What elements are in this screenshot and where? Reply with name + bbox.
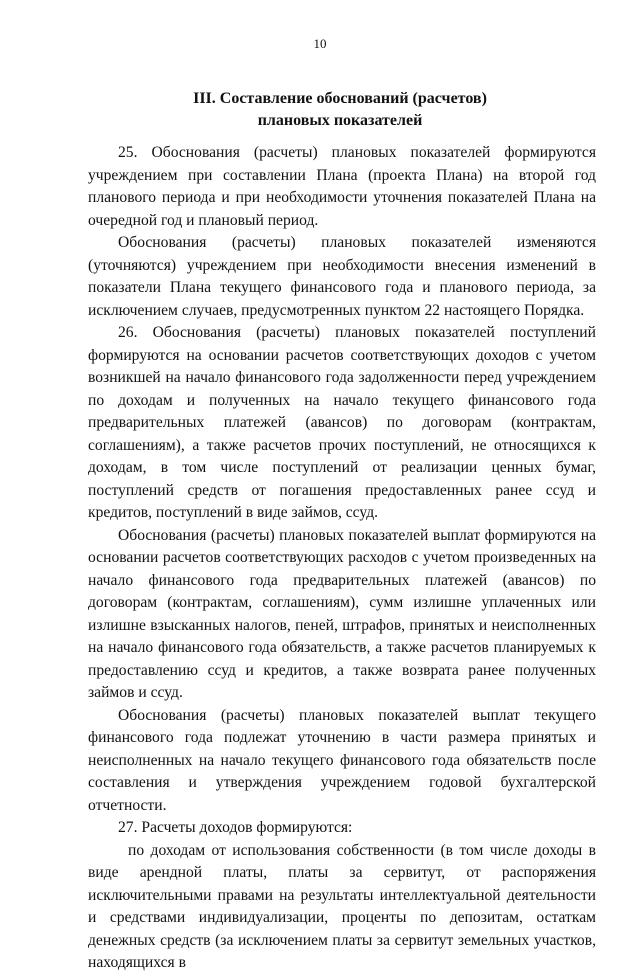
paragraph-25-continued: Обоснования (расчеты) плановых показателей изменяются (уточняются) учреждением при необходимости внесения изменений в показатели Плана текущего финансового года и планового периода, за исключением случаев, предусмотренных пунктом 22 настоящего Порядка. <box>88 234 596 319</box>
paragraph-27-property-income: по доходам от использования собственности (в том числе доходы в виде арендной платы, платы за сервитут, от распоряжения исключительными правами на результаты интеллектуальной деятельности и средствами индивидуализации, проценты по депозитам, остаткам денежных средств (за исключением платы за сервитут земельных участков, находящихся в <box>88 841 596 971</box>
section-heading-line-1: III. Составление обоснований (расчетов) <box>193 90 487 107</box>
page-number: 10 <box>313 36 327 51</box>
section-heading-line-2: плановых показателей <box>257 112 423 129</box>
paragraph-25: 25. Обоснования (расчеты) плановых показателей формируются учреждением при составлении Плана (проекта Плана) на второй год планового периода и при необходимости уточнения показателей Плана на очередной год и плановый период. <box>88 144 596 229</box>
document-body <box>88 142 596 975</box>
paragraph-26-payments: Обоснования (расчеты) плановых показателей выплат формируются на основании расчетов соответствующих расходов с учетом произведенных на начало финансового года предварительных платежей (авансов) по договорам (контрактам, соглашениям), сумм излишне уплаченных или излишне взысканных налогов, пеней, штрафов, принятых и неисполненных на начало финансового года обязательств, а также расчетов планируемых к предоставлению ссуд и кредитов, а также возврата ранее полученных займов и ссуд. <box>88 526 596 701</box>
paragraph-27: 27. Расчеты доходов формируются: <box>118 819 353 836</box>
paragraph-26: 26. Обоснования (расчеты) плановых показателей поступлений формируются на основании расчетов соответствующих доходов с учетом возникшей на начало финансового года задолженности перед учреждением по доходам и полученных на начало текущего финансового года предварительных платежей (авансов) по договорам (контрактам, соглашениям), а также расчетов прочих поступлений, не относящихся к доходам, в том числе поступлений от реализации ценных бумаг, поступлений средств от погашения предоставленных ранее ссуд и кредитов, поступлений в виде займов, ссуд. <box>88 324 596 521</box>
paragraph-26-current-year: Обоснования (расчеты) плановых показателей выплат текущего финансового года подлежат уточнению в части размера принятых и неисполненных на начало текущего финансового года обязательств после составления и утверждения учреждением годовой бухгалтерской отчетности. <box>88 706 596 814</box>
section-heading <box>80 88 600 132</box>
